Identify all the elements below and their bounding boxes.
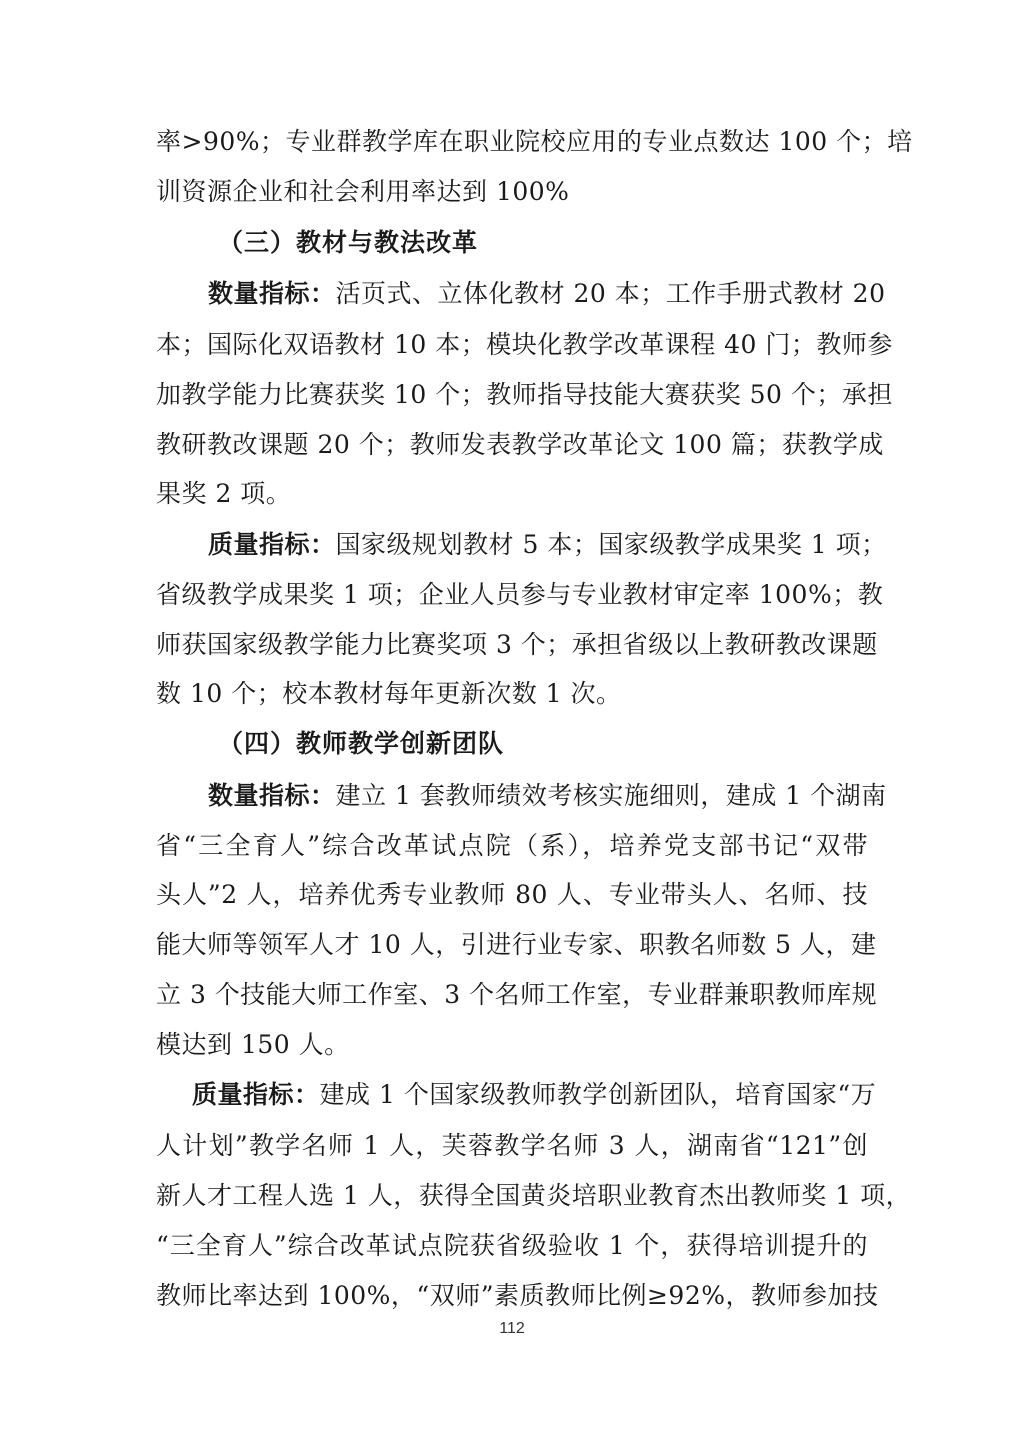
paragraph-line: 训资源企业和社会利用率达到 100%: [156, 177, 570, 206]
paragraph-line: 果奖 2 项。: [156, 479, 292, 508]
paragraph-line: 数 10 个；校本教材每年更新次数 1 次。: [156, 679, 622, 708]
paragraph-line: “三全育人”综合改革试点院获省级验收 1 个，获得培训提升的: [156, 1231, 868, 1260]
paragraph-line: 率>90%；专业群教学库在职业院校应用的专业点数达 100 个；培: [156, 127, 913, 156]
paragraph-line: 师获国家级教学能力比赛奖项 3 个；承担省级以上教研教改课题: [156, 630, 878, 659]
paragraph-line: 人计划”教学名师 1 人，芙蓉教学名师 3 人，湖南省“121”创: [156, 1131, 868, 1160]
section-heading-4: （四）教师教学创新团队: [218, 729, 505, 758]
section-heading-3: （三）教材与教法改革: [218, 228, 479, 257]
page-number: 112: [499, 1320, 525, 1337]
paragraph-line: 新人才工程人选 1 人，获得全国黄炎培职业教育杰出教师奖 1 项，: [156, 1181, 912, 1210]
paragraph-line: 头人”2 人，培养优秀专业教师 80 人、专业带头人、名师、技: [156, 880, 868, 909]
quantity-label: 数量指标：: [208, 781, 336, 810]
quality-indicator-line: 质量指标：国家级规划教材 5 本；国家级教学成果奖 1 项；: [208, 530, 887, 559]
paragraph-line: 教师比率达到 100%，“双师”素质教师比例≥92%，教师参加技: [156, 1281, 879, 1310]
paragraph-line: 立 3 个技能大师工作室、3 个名师工作室，专业群兼职教师库规: [156, 980, 878, 1009]
paragraph-line: 模达到 150 人。: [156, 1030, 350, 1059]
quantity-label: 数量指标：: [208, 279, 336, 308]
paragraph-line: 省级教学成果奖 1 项；企业人员参与专业教材审定率 100%；教: [156, 580, 884, 609]
paragraph-line: 能大师等领军人才 10 人，引进行业专家、职教名师数 5 人，建: [156, 930, 877, 959]
quality-label: 质量指标：: [208, 530, 336, 559]
quantity-indicator-line: 数量指标：活页式、立体化教材 20 本；工作手册式教材 20: [208, 279, 886, 308]
paragraph-line: 教研教改课题 20 个；教师发表教学改革论文 100 篇；获教学成: [156, 430, 884, 459]
paragraph-line: 省“三全育人”综合改革试点院（系），培养党支部书记“双带: [156, 831, 868, 860]
quantity-indicator-line: 数量指标：建立 1 套教师绩效考核实施细则，建成 1 个湖南: [208, 781, 887, 810]
paragraph-line: 加教学能力比赛获奖 10 个；教师指导技能大赛获奖 50 个；承担: [156, 380, 893, 409]
paragraph-line: 本；国际化双语教材 10 本；模块化教学改革课程 40 门；教师参: [156, 330, 893, 359]
quality-indicator-line: 质量指标：建成 1 个国家级教师教学创新团队，培育国家“万: [192, 1080, 877, 1109]
quality-label: 质量指标：: [192, 1080, 320, 1109]
